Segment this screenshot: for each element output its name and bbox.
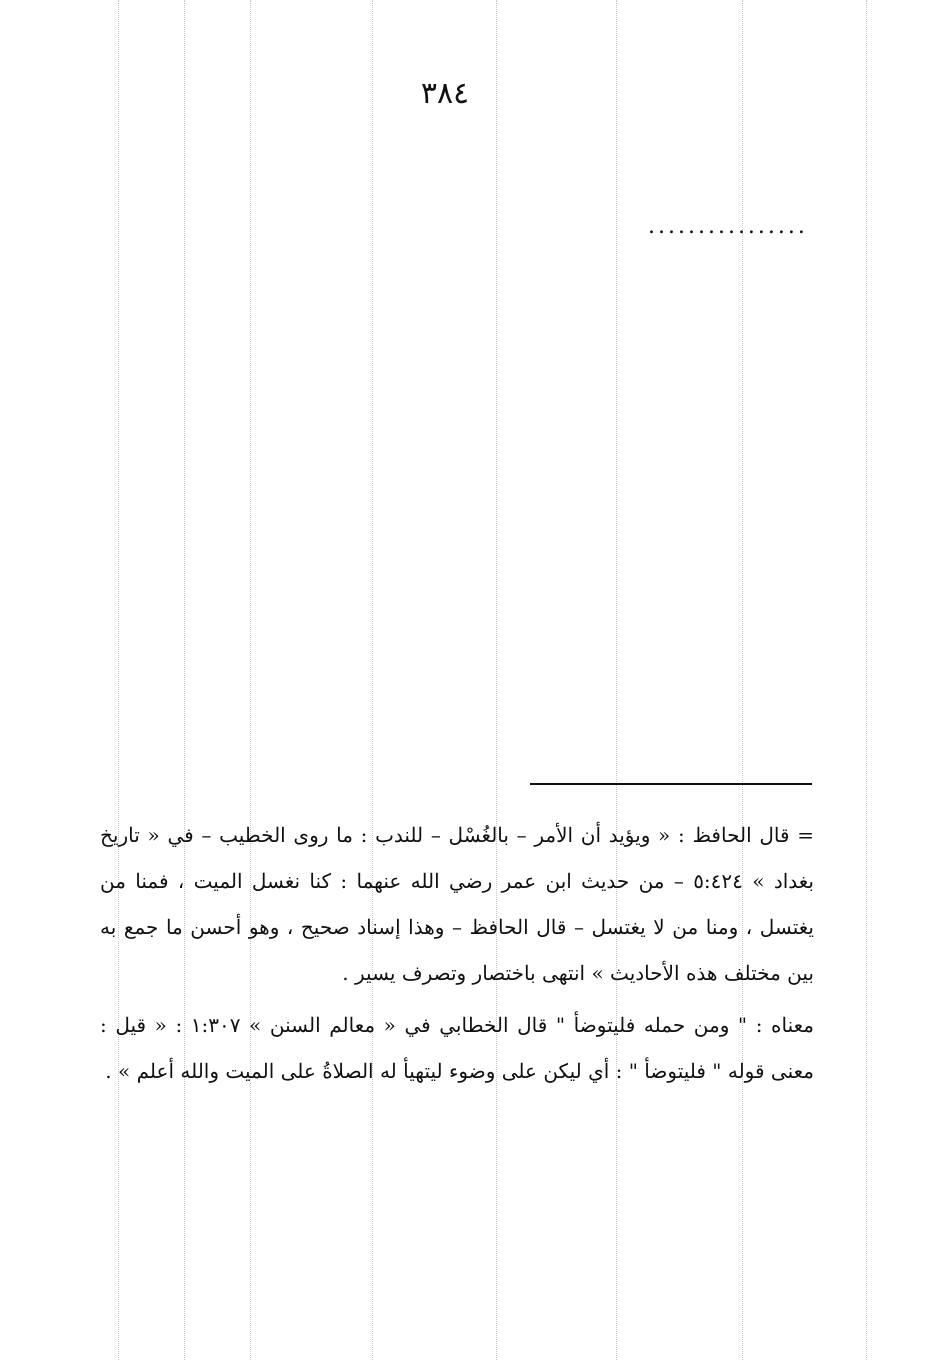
scan-line: [616, 0, 617, 1360]
footnote-block: [100, 812, 814, 1094]
scan-line: [866, 0, 867, 1360]
footnote-paragraph: = قال الحافظ : « ويؤيد أن الأمر – بالغُسْل – للندب : ما روى الخطيب – في « تاريخ بغداد » ٥:٤٢٤ – من حديث ابن عمر رضي الله عنهما : كنا نغسل الميت ، فمنا من يغتسل ، ومنا من لا يغتسل – قال الحافظ – وهذا إسناد صحيح ، وهو أحسن ما جمع به بين مختلف هذه الأحاديث » انتهى باختصار وتصرف يسير .: [100, 823, 814, 985]
footnote-paragraph: معناه : " ومن حمله فليتوضأ " قال الخطابي في « معالم السنن » ١:٣٠٧ : « قيل : معنى قوله " فليتوضأ " : أي ليكن على وضوء ليتهيأ له الصلاةُ على الميت والله أعلم » .: [100, 1013, 814, 1083]
ellipsis-line: ................: [648, 214, 808, 239]
scan-line: [250, 0, 251, 1360]
scan-line: [118, 0, 119, 1360]
scan-line: [184, 0, 185, 1360]
scan-line: [742, 0, 743, 1360]
scan-line: [372, 0, 373, 1360]
scan-line: [496, 0, 497, 1360]
footnote-separator: [530, 783, 812, 785]
page-number: ٣٨٤: [420, 76, 470, 111]
